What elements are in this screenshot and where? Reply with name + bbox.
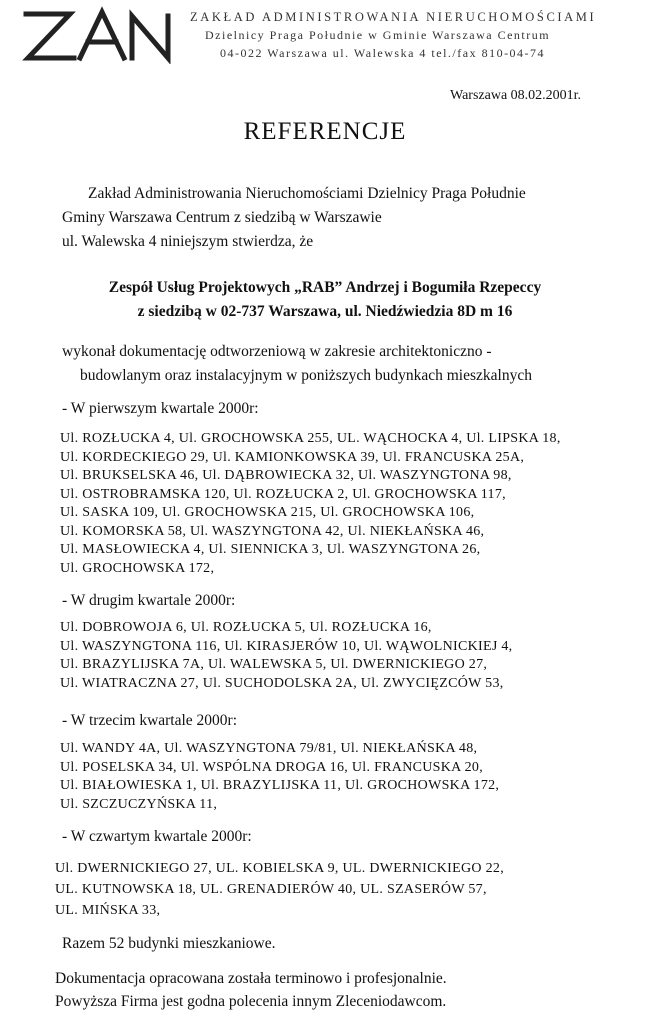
address-line: Ul. POSELSKA 34, Ul. WSPÓLNA DROGA 16, Ul. FRANCUSKA 20, [60,759,483,775]
address-line: Ul. KOMORSKA 58, Ul. WASZYNGTONA 42, Ul. NIEKŁAŃSKA 46, [60,523,485,539]
address-line: Ul. SZCZUCZYŃSKA 11, [60,796,218,812]
intro-line-2: Gminy Warszawa Centrum z siedzibą w Warszawie [62,209,382,226]
work-description-line-1: wykonał dokumentację odtworzeniową w zakresie architektoniczno - [62,343,492,360]
document-title: REFERENCJE [243,118,407,145]
address-line: Ul. WASZYNGTONA 116, Ul. KIRASJERÓW 10, Ul. WĄWOLNICKIEJ 4, [60,638,513,654]
quarter-heading-3: - W trzecim kwartale 2000r: [62,712,238,729]
intro-line-3: ul. Walewska 4 niniejszym stwierdza, że [62,233,314,250]
address-line: Ul. BRAZYLIJSKA 7A, Ul. WALEWSKA 5, Ul. DWERNICKIEGO 27, [60,657,488,672]
address-line: UL. KUTNOWSKA 18, UL. GRENADIERÓW 40, UL. SZASERÓW 57, [55,882,487,897]
zan-logo [18,6,178,64]
firm-address-line: z siedzibą w 02-737 Warszawa, ul. Niedźwiedzia 8D m 16 [137,303,513,320]
closing-line-2: Powyższa Firma jest godna polecenia innym Zleceniodawcom. [55,993,447,1010]
address-line: Ul. DOBROWOJA 6, Ul. ROZŁUCKA 5, Ul. ROZŁUCKA 16, [60,620,432,635]
total-buildings: Razem 52 budynki mieszkaniowe. [62,935,276,952]
address-line: Ul. MASŁOWIECKA 4, Ul. SIENNICKA 3, Ul. WASZYNGTONA 26, [60,542,481,557]
address-line: Ul. DWERNICKIEGO 27, UL. KOBIELSKA 9, UL. DWERNICKIEGO 22, [55,861,505,876]
header-institution-name: ZAKŁAD ADMINISTROWANIA NIERUCHOMOŚCIAMI [190,10,597,24]
address-line: Ul. WIATRACZNA 27, Ul. SUCHODOLSKA 2A, Ul. ZWYCIĘZCÓW 53, [60,675,504,691]
work-description-line-2: budowlanym oraz instalacyjnym w poniższych budynkach mieszkalnych [80,367,532,384]
firm-name-line: Zespół Usług Projektowych „RAB” Andrzej i Bogumiła Rzepeccy [108,279,542,296]
address-line: Ul. GROCHOWSKA 172, [60,560,215,576]
address-line: Ul. SASKA 109, Ul. GROCHOWSKA 215, Ul. GROCHOWSKA 106, [60,505,475,520]
address-line: Ul. ROZŁUCKA 4, Ul. GROCHOWSKA 255, UL. WĄCHOCKA 4, Ul. LIPSKA 18, [60,431,561,446]
quarter-heading-4: - W czwartym kwartale 2000r: [62,828,252,845]
address-line: Ul. BRUKSELSKA 46, Ul. DĄBROWIECKA 32, Ul. WASZYNGTONA 98, [60,468,512,483]
address-line: UL. MIŃSKA 33, [55,903,161,918]
address-line: Ul. KORDECKIEGO 29, Ul. KAMIONKOWSKA 39, Ul. FRANCUSKA 25A, [60,449,525,465]
header-address-line: 04-022 Warszawa ul. Walewska 4 tel./fax 810-04-74 [220,46,546,60]
quarter-heading-2: - W drugim kwartale 2000r: [62,592,236,609]
closing-line-1: Dokumentacja opracowana została terminowo i profesjonalnie. [55,970,447,987]
address-line: Ul. BIAŁOWIESKA 1, Ul. BRAZYLIJSKA 11, Ul. GROCHOWSKA 172, [60,778,500,793]
quarter-heading-1: - W pierwszym kwartale 2000r: [62,400,259,417]
intro-line-1: Zakład Administrowania Nieruchomościami Dzielnicy Praga Południe [88,185,526,202]
document-date: Warszawa 08.02.2001r. [450,88,582,103]
address-line: Ul. OSTROBRAMSKA 120, Ul. ROZŁUCKA 2, Ul. GROCHOWSKA 117, [60,486,506,502]
address-line: Ul. WANDY 4A, Ul. WASZYNGTONA 79/81, Ul. NIEKŁAŃSKA 48, [60,741,478,756]
header-district-line: Dzielnicy Praga Południe w Gminie Warszawa Centrum [205,28,551,42]
